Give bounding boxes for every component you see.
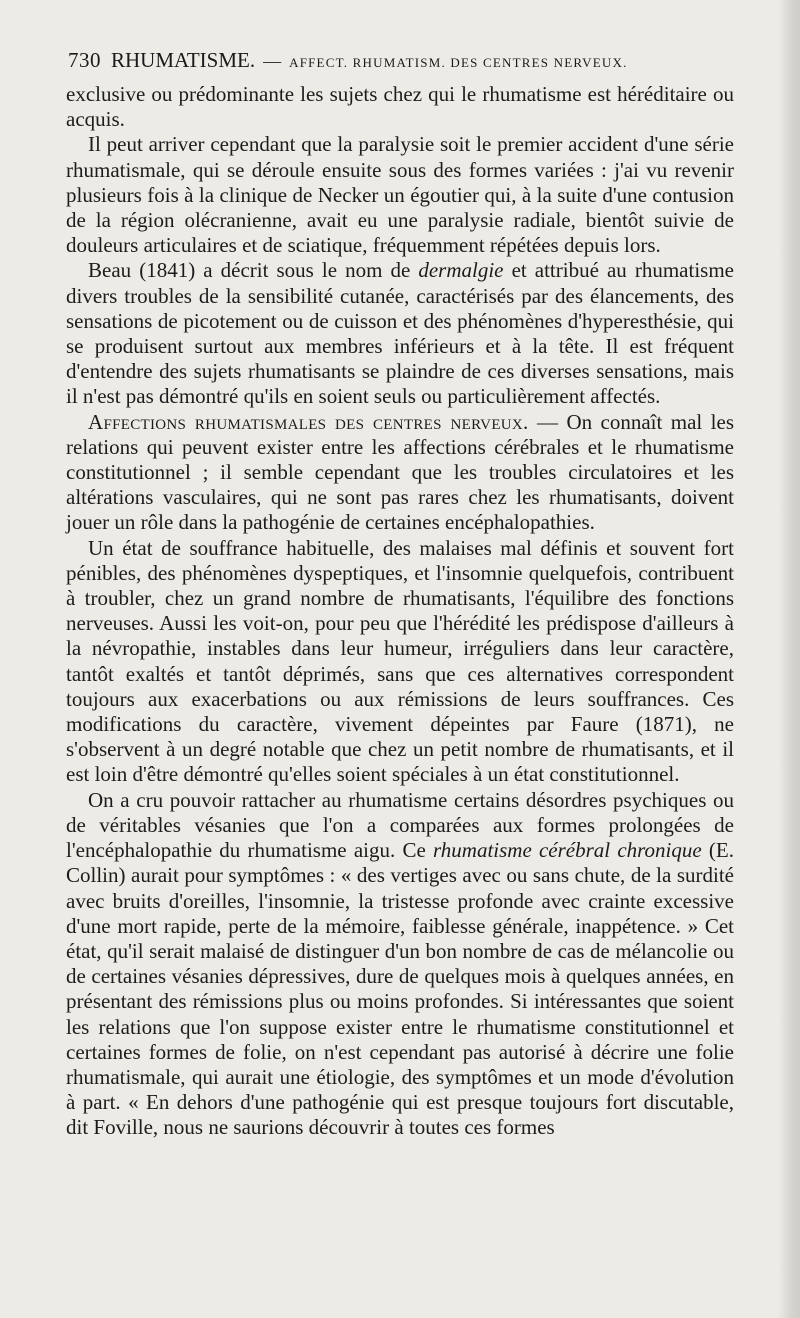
- page-number: 730: [68, 48, 101, 72]
- paragraph-cerebral-end: (E. Collin) aurait pour symptômes : « des vertiges avec ou sans chute, de la surdité avec bruits d'oreilles, l'insomnie, la tristesse profonde avec crainte excessive d'une mort rapide, perte de la mémoire, faiblesse générale, inappétence. » Cet état, qu'il serait malaisé de distinguer d'un bon nombre de cas de mélancolie ou de certaines vésanies dépressives, dure de quelques mois à quelques années, en présentant des rémissions plus ou moins profondes. Si intéressantes que soient les relations que l'on suppose exister entre le rhumatisme constitutionnel et certaines formes de folie, on n'est cependant pas autorisé à décrire une folie rhumatismale, qui aurait une étiologie, des symptômes et un mode d'évolution à part. « En dehors d'une pathogénie qui est presque toujours fort discutable, dit Foville, nous ne saurions découvrir à toutes ces formes: [66, 838, 734, 1140]
- paragraph-affections-centres-nerveux: [66, 410, 734, 536]
- running-title: RHUMATISME.: [111, 48, 256, 72]
- paragraph-cerebral-start: On a cru pouvoir rattacher au rhumatisme certains désordres psychiques ou de véritables vésanies que l'on a comparées aux formes prolongées de l'encéphalopathie du rhumatisme aigu. Ce: [66, 787, 734, 863]
- term-dermalgie: dermalgie: [418, 258, 504, 283]
- term-rhumatisme-cerebral: rhumatisme cérébral chronique: [432, 838, 702, 863]
- paragraph-dermalgie-start: Beau (1841) a décrit sous le nom de: [88, 258, 419, 283]
- paragraph-souffrance: Un état de souffrance habituelle, des malaises mal définis et souvent fort pénibles, des phénomènes dyspeptiques, et l'insomnie quelquefois, contribuent à troubler, chez un grand nombre de rhumatisants, l'équilibre des fonctions nerveuses. Aussi les voit-on, pour peu que l'hérédité les prédispose d'ailleurs à la névropathie, instables dans leur humeur, irréguliers dans leur caractère, tantôt exaltés et tantôt déprimés, sans que ces alternatives correspondent toujours aux exacerbations ou aux rémissions de leurs souffrances. Ces modifications du caractère, vivement dépeintes par Faure (1871), ne s'observent à un degré notable que chez un petit nombre de rhumatisants, et il est loin d'être démontré qu'elles soient spéciales à un état constitutionnel.: [66, 535, 734, 787]
- page-gutter-shadow: [778, 0, 800, 1318]
- running-header: [68, 48, 728, 76]
- paragraph-continuation: exclusive ou prédominante les sujets chez qui le rhumatisme est héréditaire ou acquis.: [66, 82, 734, 132]
- running-subtitle: AFFECT. RHUMATISM. DES CENTRES NERVEUX.: [289, 55, 628, 70]
- section-heading: Affections rhumatismales des centres nerveux.: [88, 409, 529, 434]
- paragraph-paralysie: Il peut arriver cependant que la paralysie soit le premier accident d'une série rhumatismale, qui se déroule ensuite sous des formes variées : j'ai vu revenir plusieurs fois à la clinique de Necker un égoutier qui, à la suite d'une contusion de la région olécranienne, avait eu une paralysie radiale, bientôt suivie de douleurs articulaires et de sciatique, fréquemment répétées depuis lors.: [66, 132, 734, 258]
- paragraph-dermalgie-end: et attribué au rhumatisme divers troubles de la sensibilité cutanée, caractérisés par des élancements, des sensations de picotement ou de cuisson et des phénomènes d'hyperesthésie, qui se produisent surtout aux membres inférieurs et à la tête. Il est fréquent d'entendre des sujets rhumatisants se plaindre de ces diverses sensations, mais il n'est pas démontré qu'ils en soient seuls ou particulièrement affectés.: [66, 258, 734, 409]
- paragraph-dermalgie: [66, 258, 734, 409]
- body-text: [66, 82, 734, 1141]
- section-heading-text: — On connaît mal les relations qui peuvent exister entre les affections cérébrales et le rhumatisme constitutionnel ; il semble cependant que les troubles circulatoires et les altérations vasculaires, qui ne sont pas rares chez les rhumatisants, doivent jouer un rôle dans la pathogénie de certaines encéphalopathies.: [66, 409, 735, 535]
- paragraph-rhumatisme-cerebral: [66, 788, 734, 1141]
- header-dash: —: [263, 51, 282, 71]
